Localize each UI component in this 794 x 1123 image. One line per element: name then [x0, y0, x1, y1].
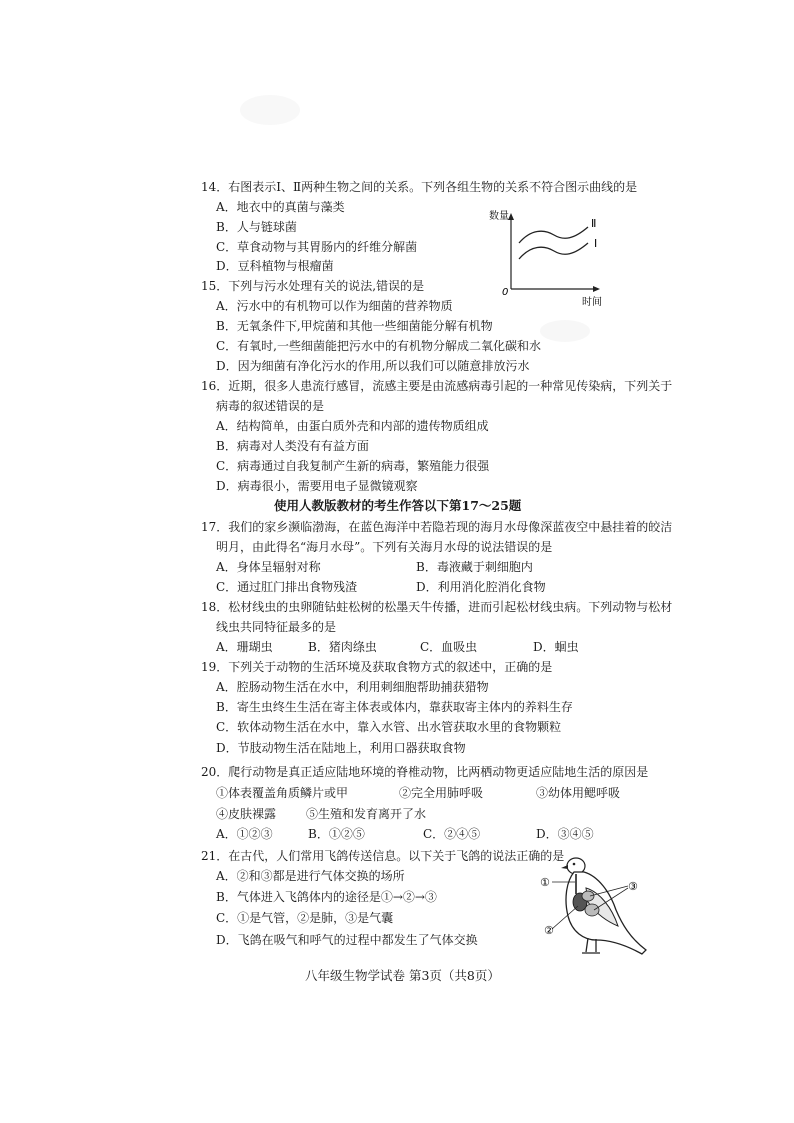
q18-option-a: A．珊瑚虫 [216, 640, 273, 654]
q18-option-b: B．猪肉绦虫 [308, 640, 377, 654]
q20-option-c: C．②④⑤ [423, 827, 481, 841]
q15-option-c: C．有氧时,一些细菌能把污水中的有机物分解成二氧化碳和水 [216, 339, 541, 353]
scan-smudge [240, 95, 300, 125]
q19-option-b: B．寄生虫终生生活在寄主体表或体内，靠获取寄主体内的养料生存 [216, 700, 573, 714]
q20-item-5: ⑤生殖和发育离开了水 [306, 807, 427, 821]
q16-option-b: B．病毒对人类没有有益方面 [216, 439, 369, 453]
q19-option-d: D．节肢动物生活在陆地上，利用口器获取食物 [216, 741, 466, 755]
q16-option-c: C．病毒通过自我复制产生新的病毒，繁殖能力很强 [216, 459, 490, 473]
q20-item-4: ④皮肤裸露 [216, 807, 277, 821]
q15-option-a: A．污水中的有机物可以作为细菌的营养物质 [216, 299, 453, 313]
pigeon-respiratory-diagram [538, 852, 656, 960]
q14-option-a: A．地衣中的真菌与藻类 [216, 200, 345, 214]
q20-option-b: B．①②⑤ [308, 827, 365, 841]
q14-option-c: C．草食动物与其胃肠内的纤维分解菌 [216, 240, 418, 254]
question-17-stem-line1: 17．我们的家乡濒临渤海，在蓝色海洋中若隐若现的海月水母像深蓝夜空中悬挂着的皎洁 [201, 520, 673, 534]
q17-option-d: D．利用消化腔消化食物 [416, 580, 546, 594]
figure-label-3: ③ [628, 880, 638, 893]
pigeon-beak [561, 865, 568, 869]
q17-option-b: B．毒液藏于刺细胞内 [416, 560, 533, 574]
q21-option-d: D．飞鸽在吸气和呼气的过程中都发生了气体交换 [216, 933, 478, 947]
figure-label-2: ② [544, 924, 554, 937]
q16-option-a: A．结构简单，由蛋白质外壳和内部的遗传物质组成 [216, 419, 489, 433]
q20-option-a: A．①②③ [216, 827, 273, 841]
q17-option-c: C．通过肛门排出食物残渣 [216, 580, 358, 594]
question-17-stem-line2: 明月，由此得名“海月水母”。下列有关海月水母的说法错误的是 [216, 540, 553, 554]
q14-option-d: D．豆科植物与根瘤菌 [216, 259, 334, 273]
pigeon-air-sac [585, 904, 599, 916]
question-21-stem: 21．在古代，人们常用飞鸽传送信息。以下关于飞鸽的说法正确的是 [201, 849, 565, 863]
q18-option-d: D．蛔虫 [533, 640, 579, 654]
graph-curve-2 [519, 227, 588, 243]
graph-curve-2-label: Ⅱ [591, 217, 597, 230]
q20-item-2: ②完全用肺呼吸 [399, 786, 484, 800]
graph-y-label: 数量 [489, 211, 509, 222]
q21-option-b: B．气体进入飞鸽体内的途径是①→②→③ [216, 890, 437, 904]
section-heading: 使用人教版教材的考生作答以下第17～25题 [274, 498, 522, 513]
question-16-stem-line2: 病毒的叙述错误的是 [216, 399, 325, 413]
q20-option-d: D．③④⑤ [536, 827, 594, 841]
q15-option-d: D．因为细菌有净化污水的作用,所以我们可以随意排放污水 [216, 359, 530, 373]
page-footer: 八年级生物学试卷 第3页（共8页） [305, 968, 500, 983]
graph-x-arrow [593, 286, 600, 292]
graph-curve-1-label: Ⅰ [594, 237, 598, 250]
q20-item-1: ①体表覆盖角质鳞片或甲 [216, 786, 349, 800]
graph-x-label: 时间 [582, 297, 602, 307]
figure-label-1: ① [540, 876, 550, 889]
graph-curve-1 [519, 243, 588, 259]
question-18-stem-line2: 线虫共同特征最多的是 [216, 620, 337, 634]
q18-option-c: C．血吸虫 [420, 640, 478, 654]
q19-option-a: A．腔肠动物生活在水中，利用刺细胞帮助捕获猎物 [216, 680, 489, 694]
question-20-stem: 20．爬行动物是真正适应陆地环境的脊椎动物，比两栖动物更适应陆地生活的原因是 [201, 765, 649, 779]
q20-item-3: ③幼体用鳃呼吸 [536, 786, 621, 800]
question-16-stem-line1: 16．近期，很多人患流行感冒，流感主要是由流感病毒引起的一种常见传染病，下列关于 [201, 379, 673, 393]
q15-option-b: B．无氧条件下,甲烷菌和其他一些细菌能分解有机物 [216, 319, 493, 333]
question-19-stem: 19．下列关于动物的生活环境及获取食物方式的叙述中，正确的是 [201, 660, 553, 674]
q16-option-d: D．病毒很小，需要用电子显微镜观察 [216, 479, 418, 493]
pigeon-air-sac [582, 891, 594, 901]
scan-smudge [540, 320, 590, 342]
pigeon-eye [573, 863, 576, 866]
pigeon-leg [586, 938, 588, 952]
q14-population-graph [486, 203, 606, 307]
q14-option-b: B．人与链球菌 [216, 220, 297, 234]
q19-option-c: C．软体动物生活在水中，靠入水管、出水管获取水里的食物颗粒 [216, 720, 562, 734]
question-18-stem-line1: 18．松材线虫的虫卵随钻蛀松树的松墨天牛传播，进而引起松材线虫病。下列动物与松材 [201, 600, 673, 614]
question-15-stem: 15．下列与污水处理有关的说法,错误的是 [201, 279, 425, 293]
q21-option-c: C．①是气管，②是肺，③是气囊 [216, 911, 394, 925]
q21-option-a: A．②和③都是进行气体交换的场所 [216, 869, 405, 883]
graph-origin-label: 0 [502, 287, 509, 298]
q17-option-a: A．身体呈辐射对称 [216, 560, 321, 574]
question-14-stem: 14．右图表示Ⅰ、Ⅱ两种生物之间的关系。下列各组生物的关系不符合图示曲线的是 [201, 180, 638, 194]
